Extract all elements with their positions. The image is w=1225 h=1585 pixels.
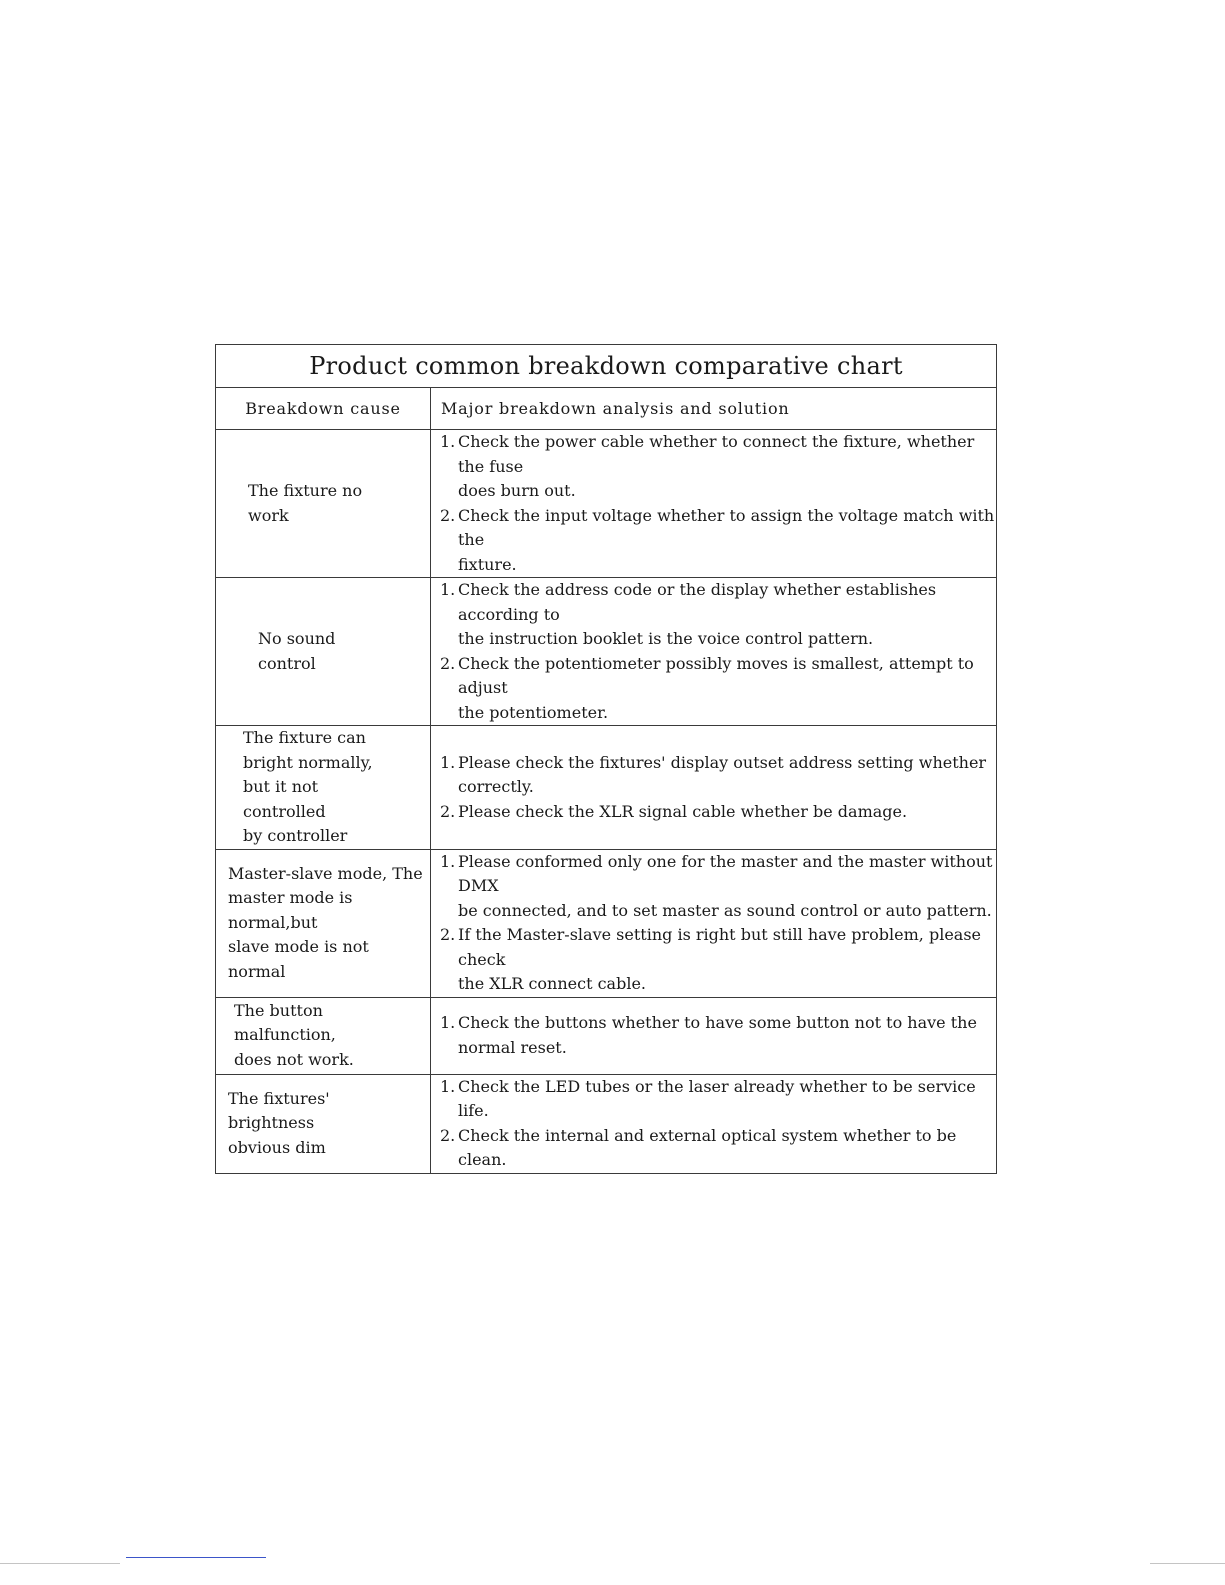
solution-text: If the Master-slave setting is right but still have problem, please check the XLR connect cable. <box>458 925 982 993</box>
solution-list <box>440 1075 996 1173</box>
cause-cell <box>216 578 431 726</box>
table-row <box>216 430 997 578</box>
solution-text: Please conformed only one for the master and the master without DMX be connected, and to set master as sound control or auto pattern. <box>458 851 993 920</box>
solution-text: Check the buttons whether to have some button not to have the normal reset. <box>458 1013 977 1057</box>
solution-cell <box>431 726 997 850</box>
solution-number: 1. <box>440 1076 456 1096</box>
solution-item <box>440 923 996 997</box>
cause-cell <box>216 1074 431 1173</box>
cause-text: The fixtures' brightness obvious dim <box>228 1088 330 1157</box>
header-row <box>216 388 997 430</box>
cause-cell <box>216 726 431 850</box>
solution-text: Check the internal and external optical system whether to be clean. <box>458 1125 957 1169</box>
solution-item <box>440 1011 996 1060</box>
footer-link-underline <box>126 1557 266 1558</box>
solution-item <box>440 850 996 924</box>
solution-text: Check the address code or the display whether establishes according to the instruction booklet is the voice control pattern. <box>458 580 937 648</box>
solution-number: 1. <box>440 1013 456 1032</box>
solution-item <box>440 430 996 504</box>
solution-text: Check the power cable whether to connect the fixture, whether the fuse does burn out. <box>458 432 975 500</box>
header-analysis-solution: Major breakdown analysis and solution <box>431 388 997 430</box>
solution-item <box>440 800 996 825</box>
solution-number: 1. <box>440 580 456 599</box>
header-breakdown-cause: Breakdown cause <box>216 388 431 430</box>
solution-item <box>440 1075 996 1124</box>
solution-number: 2. <box>440 801 456 821</box>
solution-list <box>440 751 996 825</box>
solution-number: 1. <box>440 432 456 451</box>
solution-number: 2. <box>440 653 456 673</box>
table-row <box>216 726 997 850</box>
solution-number: 2. <box>440 1125 456 1145</box>
solution-item <box>440 1124 996 1173</box>
cause-cell <box>216 849 431 997</box>
chart-title: Product common breakdown comparative chart <box>216 345 997 388</box>
solution-cell <box>431 1074 997 1173</box>
solution-number: 1. <box>440 752 456 772</box>
table-row <box>216 578 997 726</box>
solution-text: Check the LED tubes or the laser already whether to be service life. <box>458 1076 976 1120</box>
solution-text: Check the input voltage whether to assign the voltage match with the fixture. <box>458 505 995 574</box>
solution-cell <box>431 997 997 1074</box>
cause-text: No sound control <box>258 629 336 673</box>
cause-text: Master-slave mode, The master mode is normal,but slave mode is not normal <box>228 863 423 981</box>
solution-list <box>440 1011 996 1060</box>
solution-list <box>440 430 996 577</box>
cause-cell <box>216 997 431 1074</box>
solution-item <box>440 578 996 652</box>
footer-divider <box>0 1563 120 1564</box>
solution-cell <box>431 849 997 997</box>
solution-item <box>440 652 996 726</box>
solution-number: 2. <box>440 505 456 525</box>
solution-text: Check the potentiometer possibly moves is smallest, attempt to adjust the potentiometer. <box>458 653 974 722</box>
solution-cell <box>431 578 997 726</box>
cause-cell <box>216 430 431 578</box>
solution-list <box>440 850 996 997</box>
table-row <box>216 997 997 1074</box>
footer-divider <box>1150 1563 1225 1564</box>
table-row <box>216 1074 997 1173</box>
solution-number: 2. <box>440 925 456 944</box>
cause-text: The fixture can bright normally, but it not controlled by controller <box>243 728 373 845</box>
breakdown-chart-table <box>215 344 997 1174</box>
cause-text: The button malfunction, does not work. <box>234 1000 354 1069</box>
solution-item <box>440 504 996 578</box>
solution-text: Please check the XLR signal cable whether be damage. <box>458 801 908 821</box>
solution-text: Please check the fixtures' display outset address setting whether correctly. <box>458 752 987 796</box>
title-row <box>216 345 997 388</box>
table-row <box>216 849 997 997</box>
solution-cell <box>431 430 997 578</box>
cause-text: The fixture no work <box>248 481 363 525</box>
solution-item <box>440 751 996 800</box>
solution-number: 1. <box>440 851 456 871</box>
solution-list <box>440 578 996 725</box>
